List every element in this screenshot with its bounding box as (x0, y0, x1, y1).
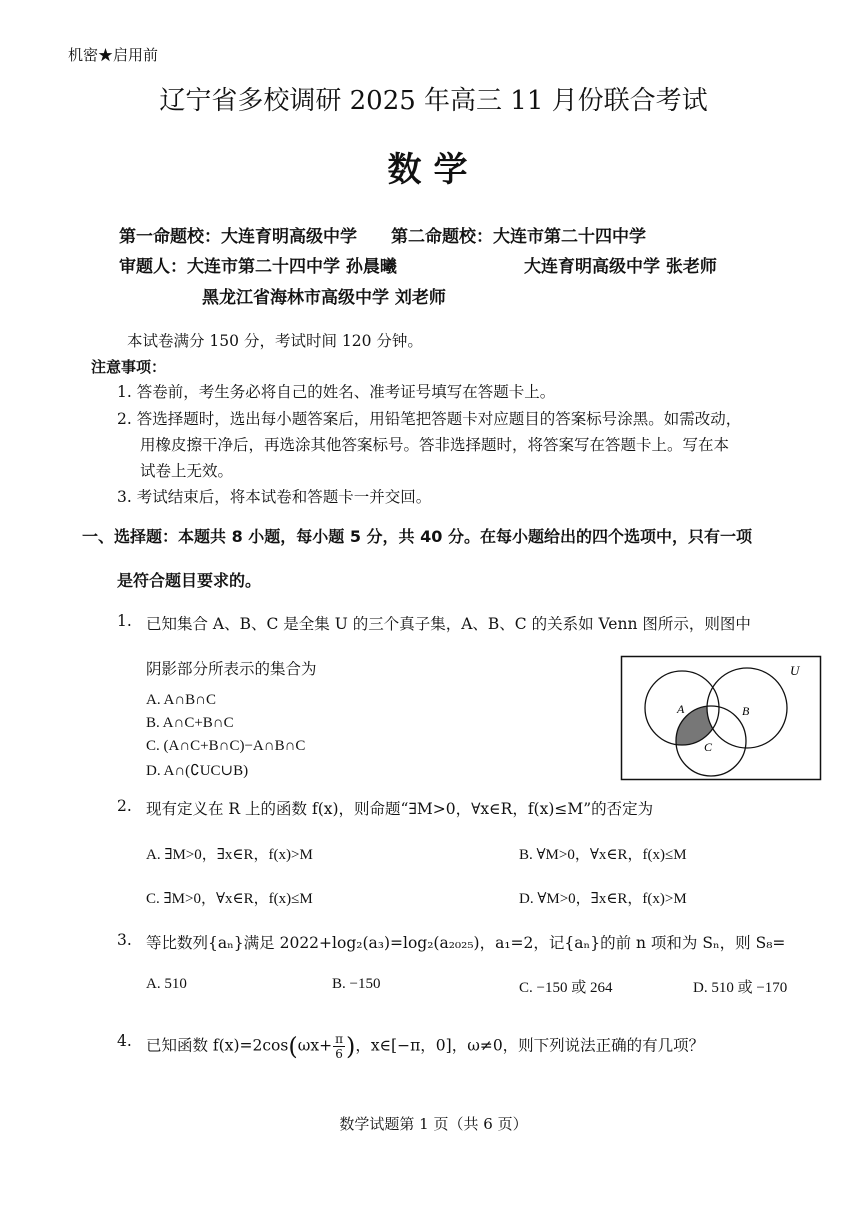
venn-label-c: C (704, 740, 713, 754)
q3-option-a: A. 510 (146, 976, 187, 992)
q1-number: 1. (117, 612, 132, 630)
note-2c: 试卷上无效。 (140, 462, 234, 480)
subject-title: 数学 (387, 150, 480, 190)
venn-diagram (620, 655, 822, 781)
q1-option-c: C. (A∩C+B∩C)−A∩B∩C (146, 738, 306, 754)
q1-option-d: D. A∩(∁UC∪B) (146, 763, 249, 779)
confidential-label: 机密★启用前 (68, 46, 159, 64)
q4-number: 4. (117, 1032, 132, 1050)
info-line-1: 第一命题校：大连育明高级中学 第二命题校：大连市第二十四中学 (119, 227, 646, 247)
q2-option-c: C. ∃M>0，∀x∈R，f(x)≤M (146, 891, 313, 907)
note-1: 1. 答卷前，考生务必将自己的姓名、准考证号填写在答题卡上。 (117, 383, 556, 401)
info-line-2b: 大连育明高级中学 张老师 (524, 257, 717, 277)
notes-heading: 注意事项： (91, 358, 167, 376)
note-2a: 2. 答选择题时，选出每小题答案后，用铅笔把答题卡对应题目的答案标号涂黑。如需改动， (117, 410, 742, 428)
q3-option-d: D. 510 或 −170 (693, 980, 788, 996)
q1-text-1: 已知集合 A、B、C 是全集 U 的三个真子集，A、B、C 的关系如 Venn 图所示，则图中 (146, 615, 751, 633)
q4-fraction-numerator: π (335, 1032, 343, 1046)
q3-option-b: B. −150 (332, 976, 381, 992)
note-3: 3. 考试结束后，将本试卷和答题卡一并交回。 (117, 488, 432, 506)
section-heading-2: 是符合题目要求的。 (117, 571, 262, 590)
venn-label-b: B (742, 704, 750, 718)
page-footer: 数学试题第 1 页（共 6 页） (339, 1115, 528, 1133)
venn-label-a: A (677, 702, 685, 716)
intro-text: 本试卷满分 150 分，考试时间 120 分钟。 (127, 332, 423, 350)
q4-paren-close: ) (345, 1032, 356, 1061)
q2-option-b: B. ∀M>0，∀x∈R，f(x)≤M (519, 847, 687, 863)
q3-number: 3. (117, 931, 132, 949)
section-heading-1: 一、选择题：本题共 8 小题，每小题 5 分，共 40 分。在每小题给出的四个选项中，只有一项 (82, 527, 752, 546)
q3-option-c: C. −150 或 264 (519, 980, 613, 996)
q4-text-inner: ωx+ (297, 1036, 333, 1055)
q4-fraction-denominator: 6 (335, 1047, 343, 1061)
q4-text (146, 1032, 704, 1061)
q2-text: 现有定义在 R 上的函数 f(x)，则命题“∃M>0，∀x∈R，f(x)≤M”的否定为 (146, 800, 654, 818)
q3-text: 等比数列{aₙ}满足 2022+log₂(a₃)=log₂(a₂₀₂₅)，a₁=2，记{aₙ}的前 n 项和为 Sₙ，则 S₈= (146, 934, 786, 952)
q2-number: 2. (117, 797, 132, 815)
q1-option-a: A. A∩B∩C (146, 692, 217, 708)
venn-label-u: U (790, 663, 800, 678)
q4-fraction (333, 1032, 345, 1061)
info-line-2a: 审题人：大连市第二十四中学 孙晨曦 (119, 257, 397, 277)
q4-text-pre: 已知函数 f(x)=2cos (146, 1036, 289, 1055)
q1-text-2: 阴影部分所表示的集合为 (146, 660, 317, 678)
q2-option-a: A. ∃M>0，∃x∈R，f(x)>M (146, 847, 313, 863)
q4-paren-open: ( (288, 1032, 298, 1061)
q2-option-d: D. ∀M>0，∃x∈R，f(x)>M (519, 891, 687, 907)
exam-title: 辽宁省多校调研 2025 年高三 11 月份联合考试 (159, 86, 708, 116)
q1-option-b: B. A∩C+B∩C (146, 715, 234, 731)
info-line-3: 黑龙江省海林市高级中学 刘老师 (202, 288, 446, 308)
q4-text-post: ，x∈[−π，0]，ω≠0，则下列说法正确的有几项？ (355, 1036, 705, 1055)
note-2b: 用橡皮擦干净后，再选涂其他答案标号。答非选择题时，将答案写在答题卡上。写在本 (140, 436, 730, 454)
